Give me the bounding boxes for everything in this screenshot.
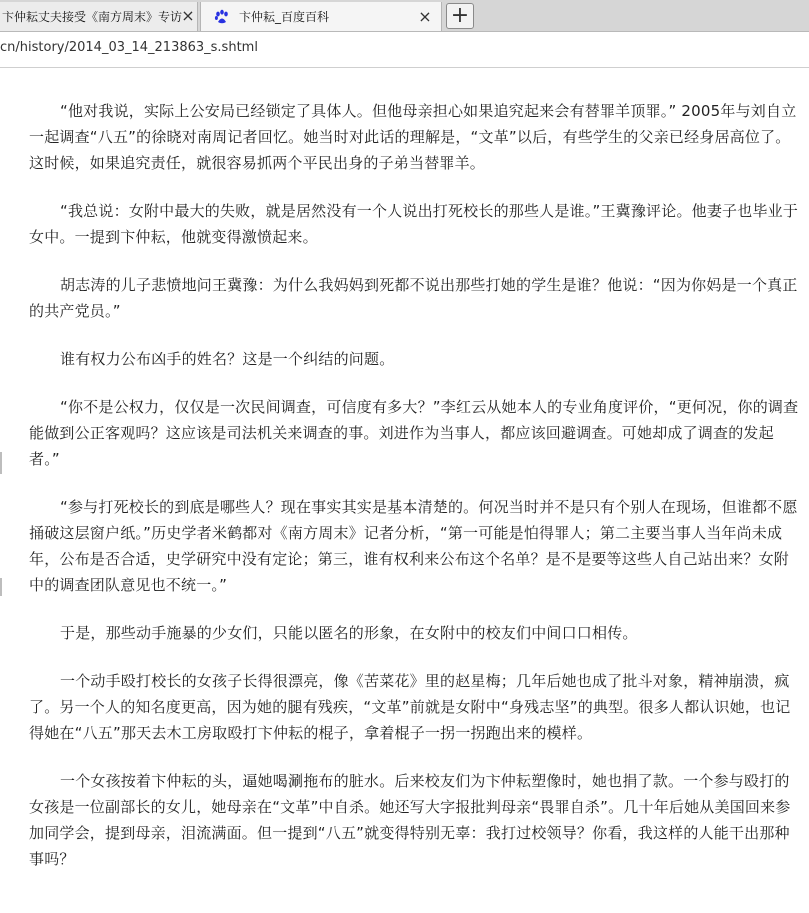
url-text[interactable]: cn/history/2014_03_14_213863_s.shtml <box>0 40 258 55</box>
article-paragraph: “你不是公权力，仅仅是一次民间调查，可信度有多大？”李红云从她本人的专业角度评价，“更何况，你的调查能做到公正客观吗？这应该是司法机关来调查的事。刘进作为当事人，都应该回避调查。可她却成了调查的发起者。” <box>29 398 799 468</box>
tab-title: 卞仲耘丈夫接受《南方周末》专访 <box>2 10 183 24</box>
address-bar[interactable] <box>0 32 809 68</box>
scroll-edge-marker <box>0 578 2 596</box>
close-icon[interactable]: × <box>418 6 432 26</box>
tab-title: 卞仲耘_百度百科 <box>239 10 330 24</box>
article-paragraph: “我总说：女附中最大的失败，就是居然没有一个人说出打死校长的那些人是谁。”王冀豫评论。他妻子也毕业于女中。一提到卞仲耘，他就变得激愤起来。 <box>29 202 799 246</box>
article-paragraph: 一个女孩按着卞仲耘的头，逼她喝涮拖布的脏水。后来校友们为卞仲耘塑像时，她也捐了款。一个参与殴打的女孩是一位副部长的女儿，她母亲在“文革”中自杀。她还写大字报批判母亲“畏罪自杀”。几十年后她从美国回来参加同学会，提到母亲，泪流满面。但一提到“八五”就变得特别无辜：我打过校领导？你看，我这样的人能干出那种事吗？ <box>29 772 791 868</box>
article-paragraph: “参与打死校长的到底是哪些人？现在事实其实是基本清楚的。何况当时并不是只有个别人在现场，但谁都不愿捅破这层窗户纸。”历史学者米鹤都对《南方周末》记者分析，“第一可能是怕得罪人；第二主要当事人当年尚未成年，公布是否合适，史学研究中没有定论；第三，谁有权利来公布这个名单？是不是要等这些人自己站出来？女附中的调查团队意见也不统一。” <box>29 498 798 594</box>
article-body <box>29 98 799 894</box>
baidu-paw-icon <box>214 9 230 25</box>
close-icon[interactable]: × <box>181 6 195 25</box>
article-paragraph: 胡志涛的儿子悲愤地问王冀豫：为什么我妈妈到死都不说出那些打她的学生是谁？他说：“因为你妈是一个真正的共产党员。” <box>29 276 798 320</box>
article-paragraph: “他对我说，实际上公安局已经锁定了具体人。但他母亲担心如果追究起来会有替罪羊顶罪。” 2005年与刘自立一起调查“八五”的徐晓对南周记者回忆。她当时对此话的理解是，“文革”以后，有些学生的父亲已经身居高位了。这时候，如果追究责任，就很容易抓两个平民出身的子弟当替罪羊。 <box>29 102 797 172</box>
plus-icon: + <box>450 3 470 28</box>
article-paragraph: 于是，那些动手施暴的少女们，只能以匿名的形象，在女附中的校友们中间口口相传。 <box>60 624 638 642</box>
tab-baidu-baike[interactable] <box>200 2 442 31</box>
new-tab-button[interactable] <box>446 3 474 29</box>
article-paragraph: 一个动手殴打校长的女孩子长得很漂亮，像《苦菜花》里的赵星梅；几年后她也成了批斗对象，精神崩溃，疯了。另一个人的知名度更高，因为她的腿有残疾，“文革”前就是女附中“身残志坚”的典型。很多人都认识她，也记得她在“八五”那天去木工房取殴打卞仲耘的棍子，拿着棍子一拐一拐跑出来的模样。 <box>29 672 791 742</box>
tab-strip <box>0 0 809 32</box>
article-paragraph: 谁有权力公布凶手的姓名？这是一个纠结的问题。 <box>60 350 395 368</box>
tab-nanfang-interview[interactable] <box>0 2 198 31</box>
scroll-edge-marker <box>0 452 2 474</box>
